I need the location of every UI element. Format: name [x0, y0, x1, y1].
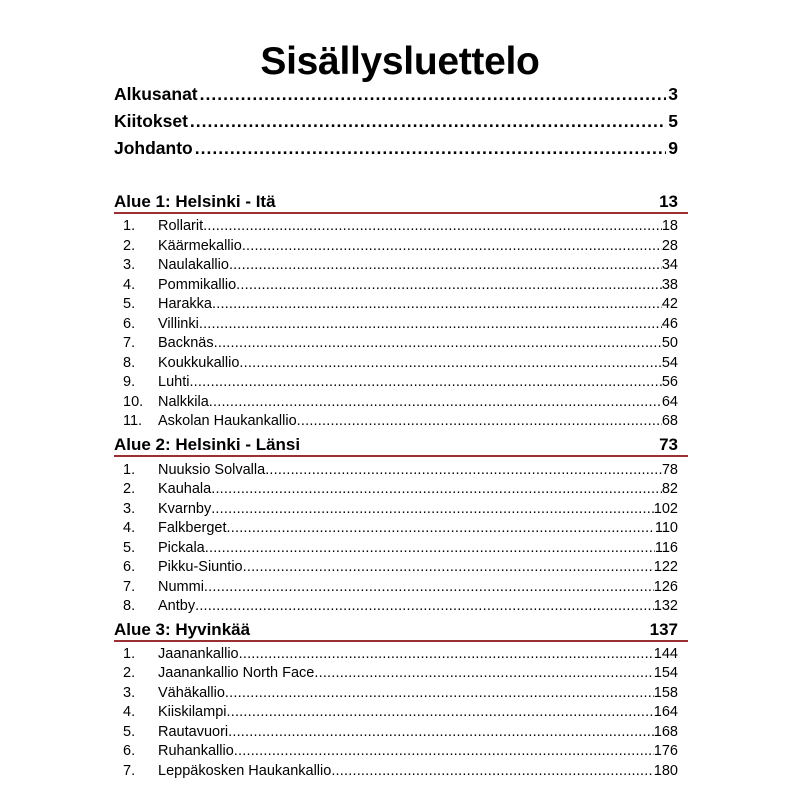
entry-number: 3. [123, 500, 136, 517]
toc-entry[interactable] [114, 685, 688, 705]
entry-page: 54 [661, 354, 678, 371]
entry-page: 180 [653, 762, 678, 779]
entry-name: Nalkkila [158, 393, 209, 410]
entry-page: 46 [661, 315, 678, 332]
dot-leader [229, 257, 662, 273]
entry-number: 4. [123, 520, 136, 536]
toc-entry-kiitokset[interactable] [114, 111, 678, 138]
dot-leader [189, 374, 661, 390]
entry-name: Kvarnby [158, 500, 212, 517]
dot-leader [239, 646, 654, 662]
entry-number: 1. [123, 461, 136, 478]
toc-entry[interactable] [114, 763, 688, 783]
toc-entry-page: 5 [668, 111, 678, 131]
toc-entry-label: Kiitokset [114, 111, 188, 131]
dot-leader [190, 111, 666, 132]
toc-entry[interactable] [114, 374, 688, 394]
dot-leader [211, 501, 654, 517]
toc-entry[interactable] [114, 316, 688, 336]
entry-page: 144 [653, 645, 678, 662]
toc-entry[interactable] [114, 579, 688, 599]
entry-page: 38 [661, 276, 678, 293]
entry-name: Koukkukallio [158, 354, 240, 371]
entry-number: 5. [123, 539, 136, 556]
entry-name: Rautavuori [158, 723, 229, 740]
dot-leader [204, 579, 654, 595]
toc-entry[interactable] [114, 462, 688, 482]
entry-name: Nuuksio Solvalla [158, 461, 266, 478]
section-heading[interactable] [114, 192, 688, 214]
dot-leader [297, 413, 662, 429]
entry-name: Vähäkallio [158, 684, 225, 701]
entry-page: 116 [654, 539, 678, 556]
toc-entry[interactable] [114, 335, 688, 355]
entry-number: 5. [123, 296, 136, 312]
toc-entry-johdanto[interactable] [114, 138, 678, 165]
dot-leader [227, 704, 654, 720]
toc-entry[interactable] [114, 665, 688, 685]
entry-number: 6. [123, 559, 136, 575]
entry-number: 5. [123, 723, 136, 740]
entry-number: 1. [123, 218, 136, 234]
toc-entry-page: 9 [668, 138, 678, 158]
entry-number: 11. [123, 413, 143, 429]
toc-entry[interactable] [114, 704, 688, 724]
entry-page: 28 [661, 237, 678, 254]
entry-page: 82 [661, 481, 678, 497]
entry-page: 176 [653, 743, 678, 759]
dot-leader [214, 335, 662, 351]
entry-name: Kiiskilampi [158, 704, 227, 720]
entry-page: 122 [653, 559, 678, 575]
entry-page: 126 [653, 578, 678, 595]
section-title: Alue 1: Helsinki - Itä [114, 192, 276, 211]
dot-leader [234, 743, 654, 759]
dot-leader [211, 481, 662, 497]
toc-entry[interactable] [114, 743, 688, 763]
entry-number: 2. [123, 237, 136, 254]
entry-name: Antby [158, 598, 196, 614]
toc-entry[interactable] [114, 413, 688, 433]
dot-leader [209, 394, 662, 410]
dot-leader [203, 218, 662, 234]
dot-leader [236, 277, 662, 293]
entry-page: 132 [653, 598, 678, 614]
entry-number: 1. [123, 645, 136, 662]
toc-entry[interactable] [114, 355, 688, 375]
entry-name: Villinki [158, 315, 199, 332]
section-page: 137 [649, 619, 678, 639]
entry-number: 6. [123, 743, 136, 759]
entry-name: Pickala [158, 539, 205, 556]
entry-number: 7. [123, 335, 136, 351]
section-heading[interactable] [114, 620, 688, 642]
entry-number: 2. [123, 481, 136, 497]
entry-number: 7. [123, 578, 136, 595]
section-entries [114, 214, 688, 435]
section-heading[interactable] [114, 435, 688, 457]
entry-name: Jaanankallio North Face [158, 665, 315, 681]
entry-page: 50 [661, 335, 678, 351]
toc-entry[interactable] [114, 646, 688, 666]
entry-number: 4. [123, 704, 136, 720]
toc-entry[interactable] [114, 277, 688, 297]
toc-entry-page: 3 [668, 84, 678, 104]
section-entries [114, 457, 688, 620]
entry-page: 78 [661, 461, 678, 478]
dot-leader [228, 724, 654, 740]
entry-page: 158 [653, 684, 678, 701]
entry-page: 110 [654, 520, 678, 536]
entry-name: Jaanankallio [158, 645, 239, 662]
toc-entry-label: Johdanto [114, 138, 193, 158]
entry-name: Harakka [158, 296, 212, 312]
entry-page: 42 [661, 296, 678, 312]
dot-leader [265, 462, 662, 478]
entry-number: 8. [123, 354, 136, 371]
entry-number: 2. [123, 665, 136, 681]
toc-entry[interactable] [114, 238, 688, 258]
entry-number: 10. [123, 393, 144, 410]
dot-leader [243, 559, 654, 575]
section-alue-3 [114, 620, 688, 783]
section-alue-1 [114, 192, 688, 435]
entry-name: Rollarit [158, 218, 204, 234]
toc-entry[interactable] [114, 540, 688, 560]
entry-number: 9. [123, 374, 136, 390]
dot-leader [242, 238, 662, 254]
toc-sections [114, 192, 688, 782]
entry-page: 102 [653, 500, 678, 517]
entry-name: Käärmekallio [158, 237, 242, 254]
entry-name: Backnäs [158, 335, 214, 351]
entry-name: Pommikallio [158, 276, 237, 293]
entry-page: 56 [661, 374, 678, 390]
toc-entry[interactable] [114, 296, 688, 316]
entry-page: 168 [653, 723, 678, 740]
entry-name: Kauhala [158, 481, 212, 497]
entry-name: Naulakallio [158, 257, 229, 273]
entry-name: Pikku-Siuntio [158, 559, 243, 575]
toc-entry[interactable] [114, 481, 688, 501]
toc-entry[interactable] [114, 394, 688, 414]
dot-leader [239, 355, 661, 371]
entry-name: Nummi [158, 578, 204, 595]
toc-entry[interactable] [114, 598, 688, 618]
toc-entry[interactable] [114, 559, 688, 579]
dot-leader [227, 520, 655, 536]
entry-number: 6. [123, 315, 136, 332]
entry-number: 3. [123, 684, 136, 701]
section-title: Alue 3: Hyvinkää [114, 619, 251, 639]
entry-page: 164 [653, 704, 678, 720]
entry-name: Falkberget [158, 520, 227, 536]
section-alue-2 [114, 435, 688, 620]
entry-page: 154 [653, 665, 678, 681]
entry-page: 68 [661, 413, 678, 429]
entry-page: 64 [661, 393, 678, 410]
toc-entry-alkusanat[interactable] [114, 84, 678, 111]
dot-leader [200, 84, 667, 105]
section-page: 13 [659, 192, 678, 211]
toc-entry[interactable] [114, 724, 688, 744]
front-matter-list [114, 84, 678, 165]
section-page: 73 [659, 434, 678, 454]
toc-entry-label: Alkusanat [114, 84, 198, 104]
toc-entry[interactable] [114, 501, 688, 521]
entry-number: 8. [123, 598, 136, 614]
dot-leader [195, 598, 654, 614]
entry-number: 7. [123, 762, 136, 779]
dot-leader [212, 296, 662, 312]
entry-number: 3. [123, 257, 136, 273]
toc-entry[interactable] [114, 257, 688, 277]
dot-leader [205, 540, 655, 556]
entry-number: 4. [123, 276, 136, 293]
entry-page: 34 [661, 257, 678, 273]
entry-name: Leppäkosken Haukankallio [158, 762, 332, 779]
toc-entry[interactable] [114, 218, 688, 238]
toc-entry[interactable] [114, 520, 688, 540]
dot-leader [314, 665, 653, 681]
entry-name: Ruhankallio [158, 743, 234, 759]
page-title: Sisällysluettelo [260, 40, 540, 84]
section-entries [114, 642, 688, 783]
dot-leader [199, 316, 662, 332]
dot-leader [331, 763, 653, 779]
dot-leader [195, 138, 667, 159]
section-title: Alue 2: Helsinki - Länsi [114, 434, 301, 454]
entry-page: 18 [661, 218, 678, 234]
dot-leader [225, 685, 654, 701]
entry-name: Luhti [158, 374, 190, 390]
entry-name: Askolan Haukankallio [158, 413, 297, 429]
